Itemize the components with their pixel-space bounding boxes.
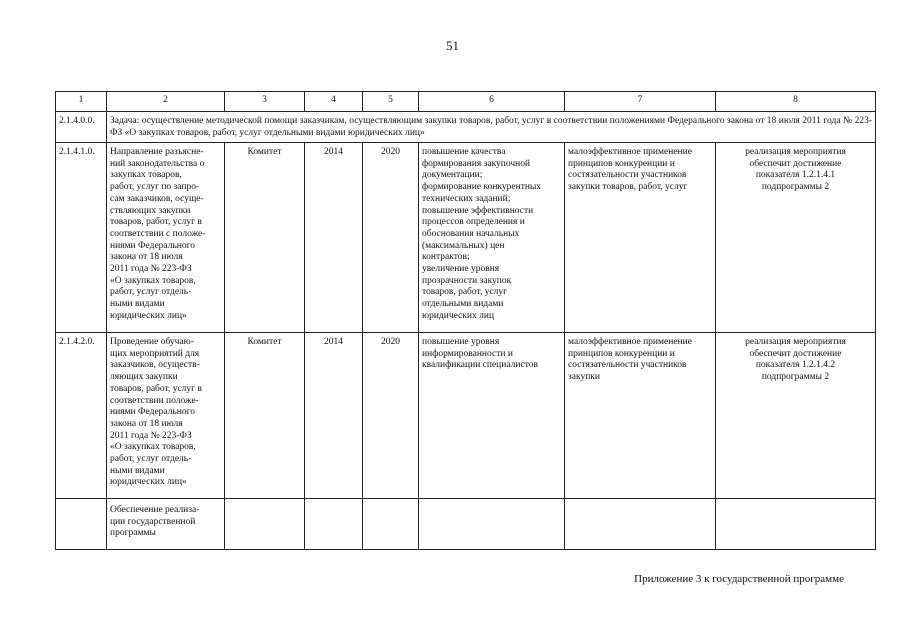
measure-name: Направление разъясне- ний законодательства о закупках товаров, работ, услуг по запро- сам заказчиков, осуще- ствляющих закупки товаров, работ, услуг в соответствии с положе- ниями Федерального закона от 18 июля 2011 года № 223-ФЗ «О закупках товаров, работ, услуг отдель- ными видами юридических лиц»	[107, 143, 225, 333]
program-support-name: Обеспечение реализа- ции государственной программы	[107, 499, 225, 550]
table-row	[56, 499, 876, 550]
empty-cell	[225, 499, 305, 550]
table-row	[56, 143, 876, 333]
table-row	[56, 333, 876, 499]
table-header-row	[56, 92, 876, 112]
empty-cell	[716, 499, 876, 550]
measure-start-year: 2014	[305, 333, 363, 499]
measure-indicator-link: реализация мероприятия обеспечит достижение показателя 1.2.1.4.2 подпрограммы 2	[716, 333, 876, 499]
measures-table	[55, 91, 876, 550]
measure-executor: Комитет	[225, 333, 305, 499]
empty-cell	[363, 499, 419, 550]
measure-code: 2.1.4.1.0.	[56, 143, 107, 333]
task-row	[56, 112, 876, 143]
measure-consequence: малоэффективное применение принципов конкуренции и состязательности участников закупки товаров, работ, услуг	[565, 143, 716, 333]
column-header: 7	[565, 92, 716, 112]
empty-cell	[565, 499, 716, 550]
empty-cell	[419, 499, 565, 550]
empty-cell	[305, 499, 363, 550]
column-header: 3	[225, 92, 305, 112]
appendix-note: Приложение 3 к государственной программе	[634, 573, 844, 585]
column-header: 1	[56, 92, 107, 112]
measure-executor: Комитет	[225, 143, 305, 333]
measure-indicator-link: реализация мероприятия обеспечит достижение показателя 1.2.1.4.1 подпрограммы 2	[716, 143, 876, 333]
column-header: 6	[419, 92, 565, 112]
measure-end-year: 2020	[363, 143, 419, 333]
measure-consequence: малоэффективное применение принципов конкуренции и состязательности участников закупки	[565, 333, 716, 499]
task-text: Задача: осуществление методической помощи заказчикам, осуществляющим закупки товаров, работ, услуг в соответствии положениями Федерального закона от 18 июля 2011 года № 223-ФЗ «О закупках товаров, работ, услуг отдельными видами юридических лиц»	[107, 112, 876, 143]
measure-result: повышение качества формирования закупочной документации; формирование конкурентных технических заданий; повышение эффективности процессов определения и обоснования начальных (максимальных) цен контрактов; увеличение уровня прозрачности закупок товаров, работ, услуг отдельными видами юридических лиц	[419, 143, 565, 333]
measure-end-year: 2020	[363, 333, 419, 499]
column-header: 8	[716, 92, 876, 112]
page-number: 51	[446, 38, 459, 53]
measure-result: повышение уровня информированности и квалификации специалистов	[419, 333, 565, 499]
empty-cell	[56, 499, 107, 550]
measure-name: Проведение обучаю- щих мероприятий для заказчиков, осуществ- ляющих закупки товаров, работ, услуг в соответствии положе- ниями Федерального закона от 18 июля 2011 года № 223-ФЗ «О закупках товаров, работ, услуг отдель- ными видами юридических лиц»	[107, 333, 225, 499]
column-header: 4	[305, 92, 363, 112]
task-code: 2.1.4.0.0.	[56, 112, 107, 143]
column-header: 2	[107, 92, 225, 112]
measure-start-year: 2014	[305, 143, 363, 333]
column-header: 5	[363, 92, 419, 112]
measure-code: 2.1.4.2.0.	[56, 333, 107, 499]
